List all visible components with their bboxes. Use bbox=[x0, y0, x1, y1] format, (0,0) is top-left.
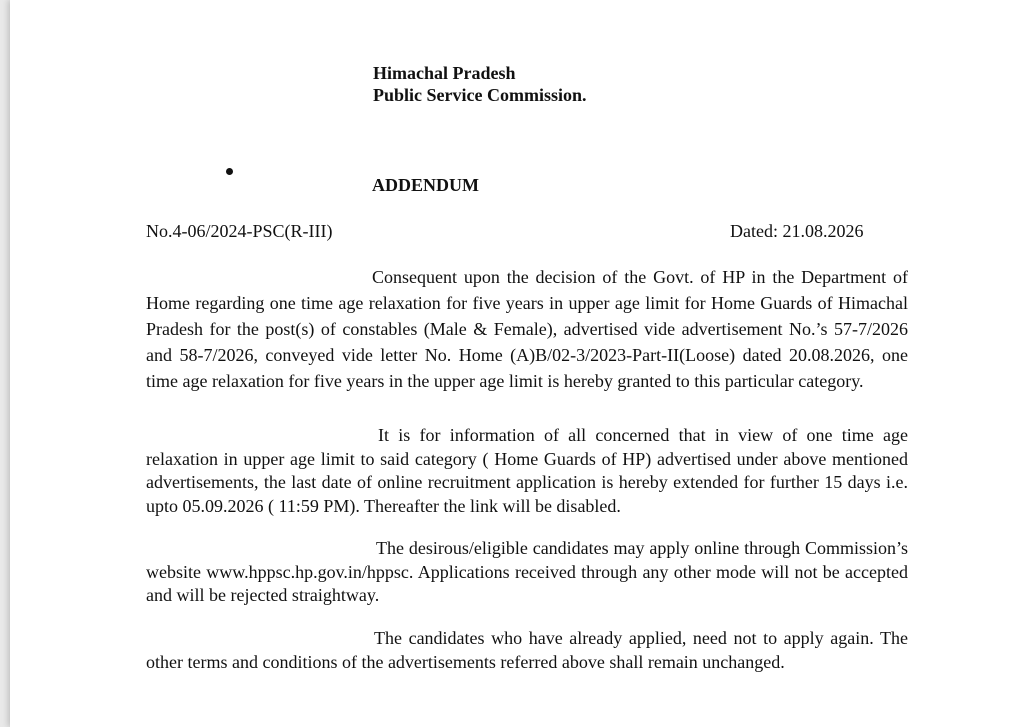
document-title: ADDENDUM bbox=[372, 175, 479, 195]
reference-number: No.4-06/2024-PSC(R-III) bbox=[146, 221, 333, 241]
paragraph-relaxation: Consequent upon the decision of the Govt. of HP in the Department of Home regarding one time age relaxation for five years in upper age limit for Home Guards of Himachal Pradesh for the post(s) of constables (Male & Female), advertised vide advertisement No.’s 57-7/2026 and 58-7/2026, conveyed vide letter No. Home (A)B/02-3/2023-Part-II(Loose) dated 20.08.2026, one time age relaxation for five years in the upper age limit is hereby granted to this particular category. bbox=[146, 267, 908, 391]
date-line: Dated: 21.08.2026 bbox=[730, 221, 864, 241]
paragraph-apply-online: The desirous/eligible candidates may apply online through Commission’s website www.hppsc.hp.gov.in/hppsc. Applications received through any other mode will not be accepted and will be rejected straightway. bbox=[146, 538, 908, 605]
organization-heading bbox=[373, 62, 587, 106]
org-name-line2: Public Service Commission. bbox=[373, 85, 587, 105]
paragraph-extension: It is for information of all concerned that in view of one time age relaxation in upper age limit to said category ( Home Guards of HP) advertised under above mentioned advertisements, the last date of online recruitment application is hereby extended for further 15 days i.e. upto 05.09.2026 ( 11:59 PM). Thereafter the link will be disabled. bbox=[146, 425, 908, 516]
org-name-line1: Himachal Pradesh bbox=[373, 63, 516, 83]
paragraph-unchanged-terms: The candidates who have already applied, need not to apply again. The other terms and conditions of the advertisements referred above shall remain unchanged. bbox=[146, 628, 908, 672]
bullet-dot-icon bbox=[226, 168, 233, 175]
document-page bbox=[10, 0, 1024, 727]
